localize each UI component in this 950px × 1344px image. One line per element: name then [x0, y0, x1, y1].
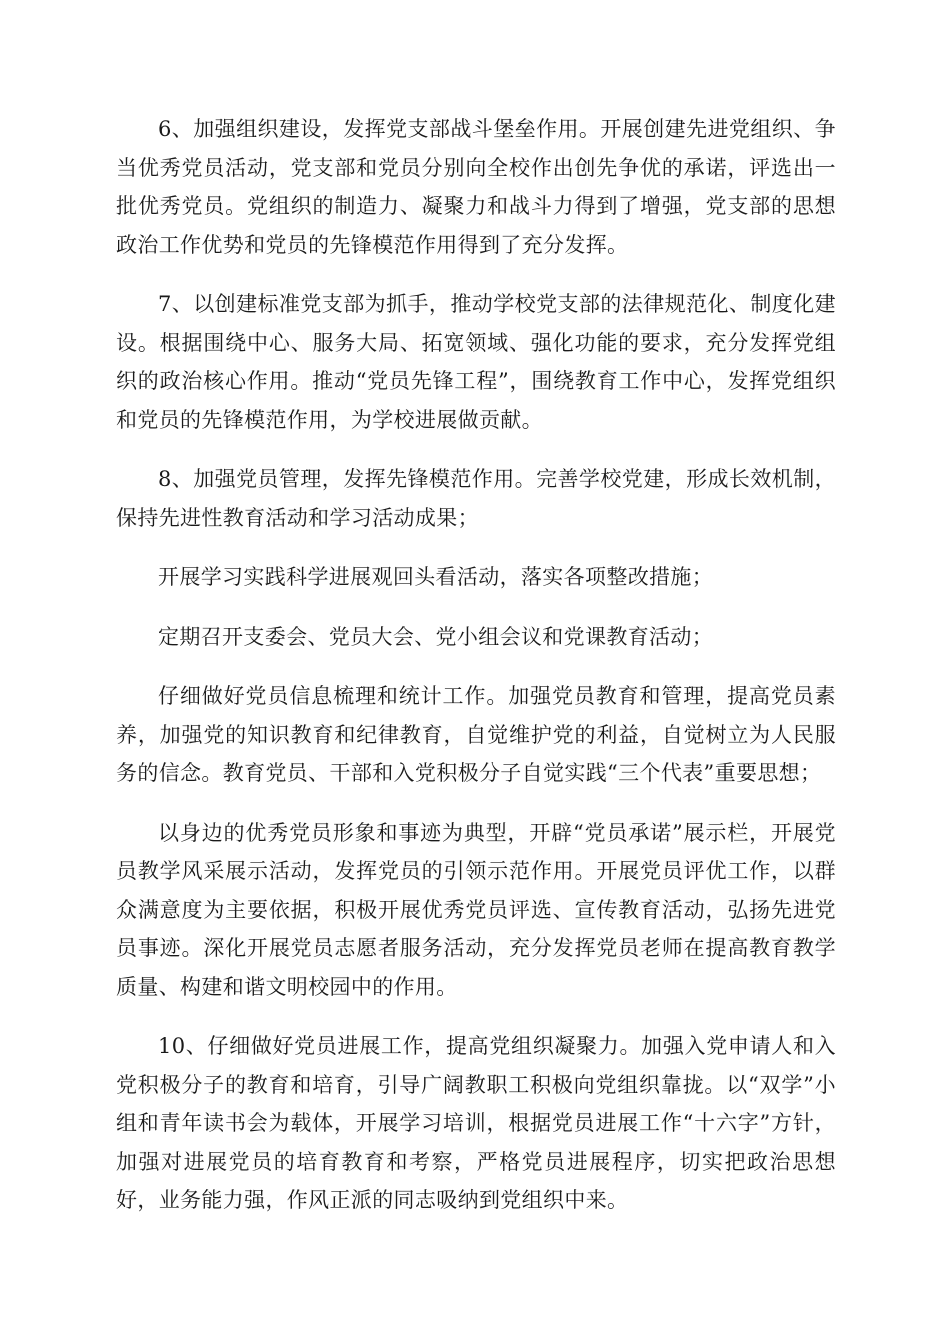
paragraph-item-6: 6、加强组织建设，发挥党支部战斗堡垒作用。开展创建先进党组织、争当优秀党员活动，党支部和党员分别向全校作出创先争优的承诺，评选出一批优秀党员。党组织的制造力、凝聚力和战斗力得到了增强，党支部的思想政治工作优势和党员的先锋模范作用得到了充分发挥。: [116, 117, 836, 257]
paragraph-member-info: 仔细做好党员信息梳理和统计工作。加强党员教育和管理，提高党员素养，加强党的知识教育和纪律教育，自觉维护党的利益，自觉树立为人民服务的信念。教育党员、干部和入党积极分子自觉实践“三个代表”重要思想；: [116, 684, 836, 785]
document-body: [116, 110, 836, 1241]
paragraph-regular-meetings: 定期召开支委会、党员大会、党小组会议和党课教育活动；: [158, 624, 714, 649]
paragraph-item-7: 7、以创建标准党支部为抓手，推动学校党支部的法律规范化、制度化建设。根据围绕中心、服务大局、拓宽领域、强化功能的要求，充分发挥党组织的政治核心作用。推动“党员先锋工程”，围绕教育工作中心，发挥党组织和党员的先锋模范作用，为学校进展做贡献。: [116, 292, 836, 432]
paragraph-practice-review: 开展学习实践科学进展观回头看活动，落实各项整改措施；: [158, 565, 714, 589]
paragraph-exemplary-members: 以身边的优秀党员形象和事迹为典型，开辟“党员承诺”展示栏，开展党员教学风采展示活动，发挥党员的引领示范作用。开展党员评优工作，以群众满意度为主要依据，积极开展优秀党员评选、宣传教育活动，弘扬先进党员事迹。深化开展党员志愿者服务活动，充分发挥党员老师在提高教育教学质量、构建和谐文明校园中的作用。: [116, 820, 836, 999]
paragraph-item-10: 10、仔细做好党员进展工作，提高党组织凝聚力。加强入党申请人和入党积极分子的教育和培育，引导广阔教职工积极向党组织靠拢。以“双学”小组和青年读书会为载体，开展学习培训，根据党员进展工作“十六字”方针，加强对进展党员的培育教育和考察，严格党员进展程序，切实把政治思想好，业务能力强，作风正派的同志吸纳到党组织中来。: [116, 1034, 836, 1212]
paragraph-item-8: 8、加强党员管理，发挥先锋模范作用。完善学校党建，形成长效机制，保持先进性教育活动和学习活动成果；: [116, 467, 836, 530]
